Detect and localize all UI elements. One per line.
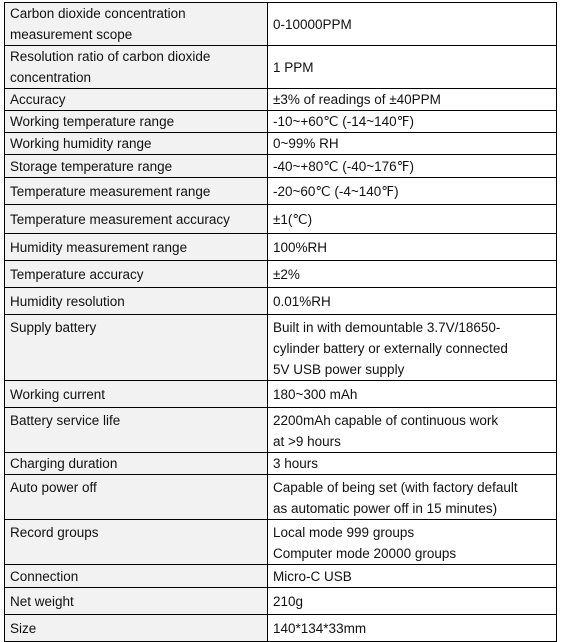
spec-value — [268, 381, 557, 408]
spec-value-line: 210g — [273, 593, 304, 609]
spec-value — [268, 155, 557, 178]
spec-label-line: measurement scope — [10, 27, 133, 42]
spec-value-line: 2200mAh capable of continuous work — [273, 413, 499, 428]
spec-label-line: Humidity resolution — [10, 293, 125, 309]
spec-value — [268, 565, 557, 588]
spec-value-line: cylinder battery or externally connected — [273, 341, 508, 356]
spec-value-line: ±1(℃) — [273, 211, 313, 227]
spec-value — [268, 111, 557, 133]
spec-label — [5, 46, 268, 89]
spec-label — [5, 315, 268, 381]
spec-value-line: 100%RH — [273, 239, 328, 255]
spec-row — [5, 205, 557, 234]
spec-label-line: Storage temperature range — [10, 158, 173, 174]
spec-label-line: Charging duration — [10, 456, 118, 471]
spec-label — [5, 178, 268, 205]
spec-value — [268, 3, 557, 46]
spec-label-line: Humidity measurement range — [10, 239, 188, 255]
spec-row — [5, 288, 557, 315]
spec-row — [5, 615, 557, 642]
spec-value-line: 140*134*33mm — [273, 620, 367, 636]
spec-value-line: 5V USB power supply — [273, 362, 405, 377]
spec-label — [5, 408, 268, 453]
spec-row — [5, 315, 557, 381]
spec-value-line: Built in with demountable 3.7V/18650- — [273, 320, 501, 335]
spec-row — [5, 381, 557, 408]
spec-label — [5, 288, 268, 315]
spec-row — [5, 565, 557, 588]
spec-value-line: -10~+60℃ (-14~140℉) — [273, 114, 414, 129]
spec-label-line: Supply battery — [10, 320, 97, 335]
spec-label — [5, 155, 268, 178]
spec-table — [4, 2, 557, 642]
spec-label — [5, 475, 268, 520]
spec-value — [268, 453, 557, 475]
spec-label — [5, 261, 268, 288]
spec-label — [5, 381, 268, 408]
spec-value-line: 1 PPM — [273, 59, 314, 75]
spec-row — [5, 155, 557, 178]
spec-value — [268, 288, 557, 315]
spec-value-line: 0~99% RH — [273, 136, 339, 151]
spec-label — [5, 588, 268, 615]
spec-value — [268, 234, 557, 261]
spec-value — [268, 475, 557, 520]
spec-value-line: as automatic power off in 15 minutes) — [273, 501, 498, 516]
spec-value-line: 0.01%RH — [273, 293, 331, 309]
spec-label-line: Battery service life — [10, 413, 121, 428]
spec-label — [5, 111, 268, 133]
spec-label-line: Net weight — [10, 593, 74, 609]
spec-label-line: concentration — [10, 70, 92, 85]
spec-value — [268, 615, 557, 642]
spec-label-line: Connection — [10, 568, 79, 584]
spec-row — [5, 46, 557, 89]
spec-value-line: 0-10000PPM — [273, 16, 352, 32]
spec-value-line: ±2% — [273, 266, 300, 282]
spec-value-line: -20~60℃ (-4~140℉) — [273, 183, 399, 199]
spec-label — [5, 205, 268, 234]
spec-row — [5, 111, 557, 133]
spec-label — [5, 234, 268, 261]
spec-value — [268, 133, 557, 155]
spec-value-line: Capable of being set (with factory default — [273, 480, 518, 495]
spec-row — [5, 520, 557, 565]
spec-row — [5, 408, 557, 453]
spec-value — [268, 178, 557, 205]
spec-row — [5, 453, 557, 475]
spec-label-line: Temperature measurement accuracy — [10, 211, 230, 227]
spec-value — [268, 315, 557, 381]
spec-label — [5, 520, 268, 565]
spec-value — [268, 89, 557, 111]
spec-row — [5, 89, 557, 111]
spec-label-line: Size — [10, 620, 37, 636]
spec-value-line: Micro-C USB — [273, 568, 352, 584]
spec-value-line: Computer mode 20000 groups — [273, 546, 457, 561]
spec-label-line: Working humidity range — [10, 136, 152, 151]
spec-value-line: 3 hours — [273, 456, 319, 471]
spec-value-line: ±3% of readings of ±40PPM — [273, 92, 441, 107]
spec-label-line: Temperature measurement range — [10, 183, 211, 199]
spec-value — [268, 588, 557, 615]
spec-label-line: Auto power off — [10, 480, 97, 495]
spec-label — [5, 89, 268, 111]
spec-value-line: -40~+80℃ (-40~176℉) — [273, 158, 414, 174]
spec-value-line: Local mode 999 groups — [273, 525, 415, 540]
spec-label — [5, 3, 268, 46]
spec-label-line: Working current — [10, 386, 106, 402]
spec-label — [5, 615, 268, 642]
spec-value — [268, 408, 557, 453]
spec-row — [5, 133, 557, 155]
spec-row — [5, 261, 557, 288]
spec-row — [5, 234, 557, 261]
spec-value — [268, 520, 557, 565]
spec-label-line: Resolution ratio of carbon dioxide — [10, 49, 211, 64]
spec-table-body — [5, 3, 557, 642]
spec-label-line: Working temperature range — [10, 114, 175, 129]
spec-value — [268, 205, 557, 234]
spec-value-line: 180~300 mAh — [273, 386, 358, 402]
spec-value — [268, 46, 557, 89]
spec-row — [5, 588, 557, 615]
spec-label — [5, 453, 268, 475]
spec-label-line: Accuracy — [10, 92, 66, 107]
spec-value-line: at >9 hours — [273, 434, 341, 449]
spec-label — [5, 565, 268, 588]
spec-label — [5, 133, 268, 155]
spec-label-line: Record groups — [10, 525, 99, 540]
spec-label-line: Temperature accuracy — [10, 266, 144, 282]
spec-row — [5, 475, 557, 520]
spec-row — [5, 3, 557, 46]
spec-row — [5, 178, 557, 205]
spec-value — [268, 261, 557, 288]
spec-label-line: Carbon dioxide concentration — [10, 6, 186, 21]
